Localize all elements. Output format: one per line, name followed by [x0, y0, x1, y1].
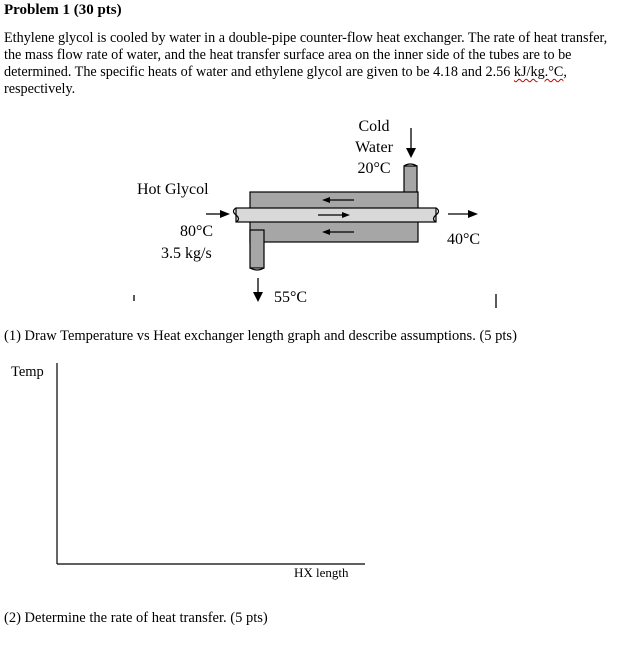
- hot-out-arrowhead: [468, 210, 478, 218]
- statement-unit: kJ/kg.°C: [513, 64, 564, 80]
- cold-outlet-temp: 55°C: [274, 289, 308, 306]
- problem-statement: [4, 30, 628, 98]
- cold-water-line2: Water: [355, 139, 393, 156]
- hot-outlet-temp: 40°C: [447, 231, 481, 248]
- cold-out-arrowhead: [253, 292, 263, 302]
- temperature-graph-axes: [50, 360, 370, 570]
- cold-in-arrowhead: [406, 148, 416, 158]
- heat-exchanger-diagram: [0, 110, 631, 310]
- cold-outlet-pipe: [250, 230, 264, 268]
- problem-title: Problem 1 (30 pts): [4, 2, 122, 18]
- hot-inlet-temp: 80°C: [180, 223, 214, 240]
- cold-water-line1: Cold: [358, 118, 390, 135]
- question-1: (1) Draw Temperature vs Heat exchanger length graph and describe assumptions. (5 pts): [4, 328, 517, 344]
- statement-end: , respectively.: [4, 64, 567, 97]
- cold-inlet-temp: 20°C: [357, 160, 391, 177]
- hot-glycol-label: Hot Glycol: [137, 181, 209, 198]
- graph-y-label: Temp: [11, 364, 44, 380]
- question-2: (2) Determine the rate of heat transfer. (5 pts): [4, 610, 268, 626]
- cold-water-label: [344, 116, 404, 179]
- hot-mass-flow: 3.5 kg/s: [161, 245, 212, 262]
- hot-in-arrowhead: [220, 210, 230, 218]
- statement-text: Ethylene glycol is cooled by water in a double-pipe counter-flow heat exchanger. The rate of heat transfer, the mass flow rate of water, and the heat transfer surface area on the inner side of the tubes are to be determined. The specific heats of water and ethylene glycol are given to be 4.18 and 2.56: [4, 30, 608, 80]
- graph-x-label: HX length: [294, 565, 349, 580]
